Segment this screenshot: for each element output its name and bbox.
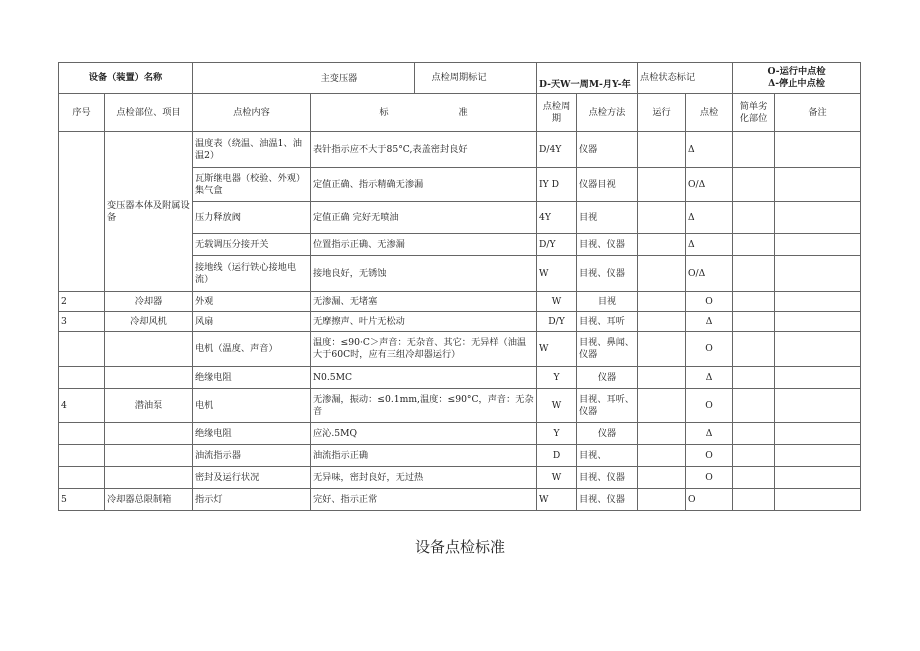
- row-running: [638, 256, 686, 292]
- row-method: 目视、耳听、仪器: [577, 389, 638, 423]
- row-cycle: W: [537, 256, 577, 292]
- column-header-row: [59, 94, 861, 132]
- table-row: [59, 292, 861, 312]
- row-cycle: W: [537, 489, 577, 511]
- inspection-standard-table: [58, 62, 861, 511]
- cycle-label: 点检周期标记: [414, 63, 503, 93]
- row-standard: 定值正确、指示精确无渗漏: [311, 168, 537, 202]
- row-content: 电机: [193, 389, 311, 423]
- col-part: 点检部位、项目: [105, 94, 193, 132]
- row-simple: [733, 367, 775, 389]
- row-part: [105, 423, 193, 445]
- row-remark: [775, 202, 861, 234]
- row-check: Δ: [686, 234, 733, 256]
- row-running: [638, 292, 686, 312]
- row-check: O: [686, 467, 733, 489]
- col-no: 序号: [59, 94, 105, 132]
- row-check: O: [686, 292, 733, 312]
- col-content: 点检内容: [193, 94, 311, 132]
- col-check: 点检: [686, 94, 733, 132]
- row-content: 指示灯: [193, 489, 311, 511]
- row-simple: [733, 132, 775, 168]
- row-check: O: [686, 332, 733, 367]
- row-cycle: IY D: [537, 168, 577, 202]
- row-cycle: W: [537, 467, 577, 489]
- row-simple: [733, 234, 775, 256]
- row-standard: N0.5MC: [311, 367, 537, 389]
- row-content: 绝缘电阻: [193, 423, 311, 445]
- row-part: [105, 445, 193, 467]
- row-simple: [733, 445, 775, 467]
- row-standard: 油流指示正确: [311, 445, 537, 467]
- row-method: 目视、仪器: [577, 256, 638, 292]
- row-standard: 无摩擦声、叶片无松动: [311, 312, 537, 332]
- row-content: 风扇: [193, 312, 311, 332]
- col-simple: [733, 94, 775, 132]
- equipment-name-label: 设备（装置）名称: [59, 63, 193, 94]
- row-method: 目视、仪器: [577, 489, 638, 511]
- row-simple: [733, 467, 775, 489]
- row-remark: [775, 256, 861, 292]
- row-check: O: [686, 445, 733, 467]
- row-running: [638, 312, 686, 332]
- row-cycle: Y: [537, 423, 577, 445]
- row-part: [105, 467, 193, 489]
- row-remark: [775, 467, 861, 489]
- row-remark: [775, 132, 861, 168]
- row-part: 变压器本体及附属设备: [105, 132, 193, 292]
- row-no: 4: [59, 389, 105, 423]
- row-standard: 温度：≤90·C＞声音：无杂音、其它：无异样（油温大于60C时，应有三组冷却器运行）: [311, 332, 537, 367]
- header-row: [59, 63, 861, 94]
- col-simple-2: 化部位: [739, 112, 768, 124]
- row-check: Δ: [686, 202, 733, 234]
- row-no: 3: [59, 312, 105, 332]
- row-content: 瓦斯继电器（校验、外观）集气盒: [193, 168, 311, 202]
- col-standard-2: 准: [458, 106, 468, 118]
- row-cycle: 4Y: [537, 202, 577, 234]
- row-remark: [775, 489, 861, 511]
- row-standard: 定值正确 完好无喷油: [311, 202, 537, 234]
- equipment-name-text: 主变压器: [320, 72, 358, 84]
- row-running: [638, 445, 686, 467]
- row-simple: [733, 202, 775, 234]
- row-method: 目视: [577, 292, 638, 312]
- row-method: 目视、: [577, 445, 638, 467]
- row-running: [638, 467, 686, 489]
- table-row: [59, 312, 861, 332]
- row-standard: 无异味，密封良好，无过热: [311, 467, 537, 489]
- row-part: [105, 332, 193, 367]
- row-cycle: Y: [537, 367, 577, 389]
- row-method: 仪器: [577, 423, 638, 445]
- row-cycle: D: [537, 445, 577, 467]
- row-simple: [733, 168, 775, 202]
- row-check: O/Δ: [686, 168, 733, 202]
- table-row: [59, 445, 861, 467]
- col-standard: [311, 94, 537, 132]
- row-standard: 应沁.5MQ: [311, 423, 537, 445]
- row-standard: 无渗漏，振动：≤0.1mm,温度：≤90°C，声音：无杂音: [311, 389, 537, 423]
- row-content: 绝缘电阻: [193, 367, 311, 389]
- document-caption: 设备点检标准: [414, 538, 505, 556]
- row-simple: [733, 389, 775, 423]
- table-row: [59, 367, 861, 389]
- row-method: 目视、仪器: [577, 467, 638, 489]
- row-cycle: D/4Y: [537, 132, 577, 168]
- col-simple-1: 简单劣: [739, 100, 768, 112]
- col-standard-1: 标: [379, 106, 389, 118]
- row-no: [59, 445, 105, 467]
- row-content: 压力释放阀: [193, 202, 311, 234]
- row-cycle: D/Y: [537, 234, 577, 256]
- row-part: 冷却风机: [105, 312, 193, 332]
- row-remark: [775, 312, 861, 332]
- row-simple: [733, 423, 775, 445]
- row-standard: 接地良好，无锈蚀: [311, 256, 537, 292]
- row-part: 冷却器总限制箱: [105, 489, 193, 511]
- status-legend-stopped: Δ-停止中点检: [768, 78, 825, 89]
- row-running: [638, 489, 686, 511]
- table-row: [59, 132, 861, 168]
- row-simple: [733, 332, 775, 367]
- row-check: O: [686, 389, 733, 423]
- row-running: [638, 168, 686, 202]
- row-standard: 无渗漏、无堵塞: [311, 292, 537, 312]
- row-method: 仪器目视: [577, 168, 638, 202]
- table-row: [59, 332, 861, 367]
- row-running: [638, 202, 686, 234]
- row-method: 目视、鼻闻、仪器: [577, 332, 638, 367]
- row-running: [638, 389, 686, 423]
- row-no: 5: [59, 489, 105, 511]
- status-legend: [733, 63, 861, 94]
- row-standard: 完好、指示正常: [311, 489, 537, 511]
- table-row: [59, 423, 861, 445]
- row-part: [105, 367, 193, 389]
- row-simple: [733, 312, 775, 332]
- row-check: Δ: [686, 367, 733, 389]
- row-remark: [775, 292, 861, 312]
- row-simple: [733, 256, 775, 292]
- row-no: [59, 132, 105, 292]
- row-no: [59, 423, 105, 445]
- row-remark: [775, 367, 861, 389]
- table-row: [59, 389, 861, 423]
- row-method: 目视、仪器: [577, 234, 638, 256]
- row-no: [59, 367, 105, 389]
- row-content: 油流指示器: [193, 445, 311, 467]
- row-running: [638, 332, 686, 367]
- row-content: 无载调压分接开关: [193, 234, 311, 256]
- table-row: [59, 467, 861, 489]
- row-remark: [775, 389, 861, 423]
- row-running: [638, 234, 686, 256]
- row-content: 接地线（运行铁心接地电流）: [193, 256, 311, 292]
- col-running: 运行: [638, 94, 686, 132]
- row-running: [638, 132, 686, 168]
- row-remark: [775, 445, 861, 467]
- status-label: 点检状态标记: [638, 63, 733, 94]
- cycle-legend: D-天W一周M-月Y-年: [537, 63, 638, 94]
- row-check: Δ: [686, 312, 733, 332]
- row-running: [638, 423, 686, 445]
- row-check: O: [686, 489, 733, 511]
- row-method: 仪器: [577, 132, 638, 168]
- row-cycle: W: [537, 292, 577, 312]
- row-remark: [775, 234, 861, 256]
- col-remark: 备注: [775, 94, 861, 132]
- col-cycle: 点检周期: [537, 94, 577, 132]
- row-content: 密封及运行状况: [193, 467, 311, 489]
- row-content: 温度表（绕温、油温1、油温2）: [193, 132, 311, 168]
- equipment-name-value: [193, 63, 537, 94]
- row-no: [59, 467, 105, 489]
- row-standard: 表针指示应不大于85°C,表盖密封良好: [311, 132, 537, 168]
- row-standard: 位置指示正确、无渗漏: [311, 234, 537, 256]
- row-check: O/Δ: [686, 256, 733, 292]
- row-remark: [775, 332, 861, 367]
- row-check: Δ: [686, 423, 733, 445]
- row-cycle: W: [537, 389, 577, 423]
- row-cycle: D/Y: [537, 312, 577, 332]
- row-check: Δ: [686, 132, 733, 168]
- row-simple: [733, 292, 775, 312]
- row-cycle: W: [537, 332, 577, 367]
- row-method: 仪器: [577, 367, 638, 389]
- row-part: 潜油泵: [105, 389, 193, 423]
- row-remark: [775, 423, 861, 445]
- row-simple: [733, 489, 775, 511]
- row-method: 目视: [577, 202, 638, 234]
- status-legend-running: O-运行中点检: [767, 66, 826, 77]
- row-running: [638, 367, 686, 389]
- row-method: 目视、耳听: [577, 312, 638, 332]
- row-remark: [775, 168, 861, 202]
- row-part: 冷却器: [105, 292, 193, 312]
- row-no: [59, 332, 105, 367]
- col-method: 点检方法: [577, 94, 638, 132]
- table-row: [59, 489, 861, 511]
- row-no: 2: [59, 292, 105, 312]
- row-content: 外观: [193, 292, 311, 312]
- row-content: 电机（温度、声音）: [193, 332, 311, 367]
